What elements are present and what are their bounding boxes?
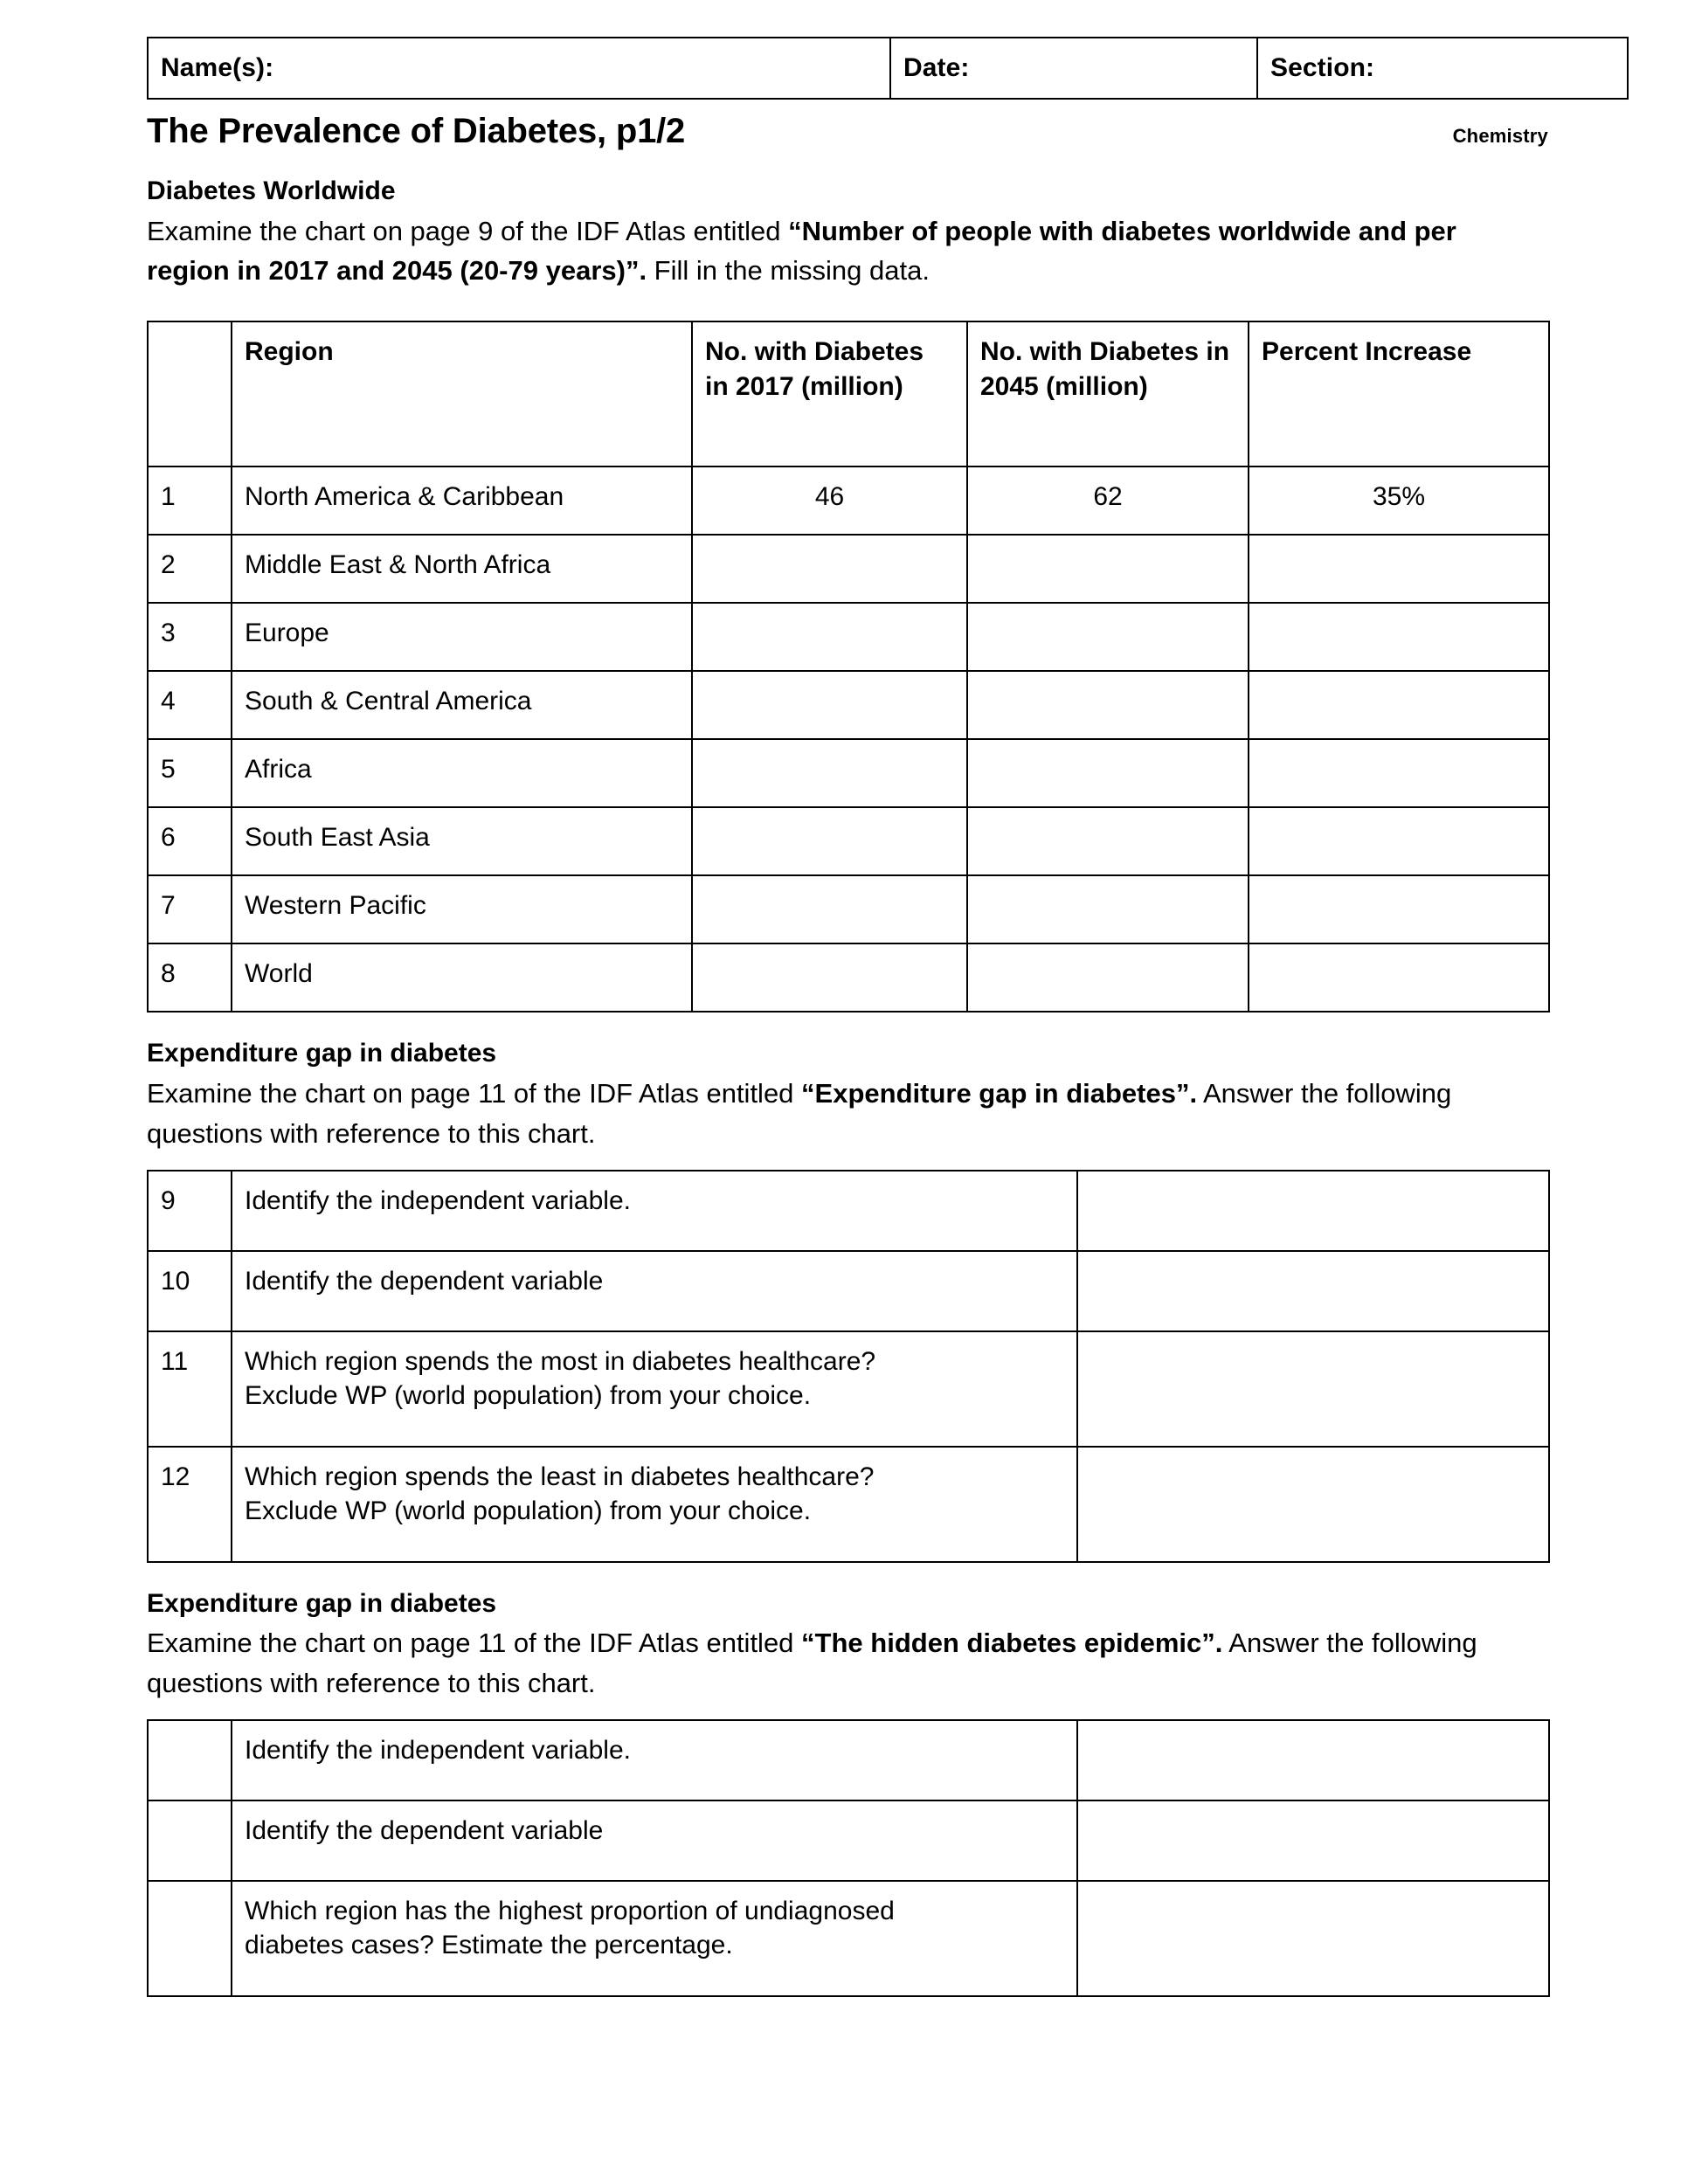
answer-cell-percent[interactable] — [1249, 807, 1549, 875]
answer-cell-2045[interactable] — [967, 943, 1249, 1012]
section-heading-hidden-epidemic: Expenditure gap in diabetes — [147, 1588, 497, 1618]
table-row — [148, 1881, 1549, 1996]
page-content — [147, 37, 1548, 1997]
question-number — [148, 1881, 232, 1996]
row-number: 8 — [148, 943, 232, 1012]
question-text — [232, 1800, 1077, 1881]
answer-cell-2045[interactable] — [967, 671, 1249, 739]
table-row — [148, 1800, 1549, 1881]
table-row — [148, 1171, 1549, 1251]
region-name: World — [232, 943, 692, 1012]
date-field-cell[interactable] — [890, 38, 1257, 99]
answer-cell-percent[interactable] — [1249, 943, 1549, 1012]
question-line-2: Exclude WP (world population) from your choice. — [245, 1496, 812, 1526]
question-line-1: Which region spends the most in diabetes healthcare? — [245, 1346, 876, 1376]
instruction-chart-title: “The hidden diabetes epidemic”. — [801, 1628, 1223, 1658]
answer-cell[interactable] — [1077, 1881, 1549, 1996]
question-line-1: Identify the dependent variable — [245, 1815, 604, 1845]
table-row — [148, 807, 1549, 875]
question-text — [232, 1331, 1077, 1447]
table-row — [148, 739, 1549, 807]
answer-cell-2045[interactable]: 62 — [967, 467, 1249, 535]
section-label: Section: — [1270, 53, 1375, 82]
column-header-diabetes-2045: No. with Diabetes in 2045 (million) — [967, 321, 1249, 467]
question-text — [232, 1251, 1077, 1331]
question-number — [148, 1720, 232, 1800]
instruction-prefix: Examine the chart on page 9 of the IDF Atlas entitled — [147, 215, 789, 246]
region-name: Middle East & North Africa — [232, 535, 692, 603]
table-row — [148, 603, 1549, 671]
question-line-1: Identify the independent variable. — [245, 1185, 631, 1215]
identity-row — [148, 38, 1628, 99]
table-row — [148, 1447, 1549, 1562]
instruction-suffix: Fill in the missing data. — [647, 255, 930, 287]
question-text — [232, 1447, 1077, 1562]
answer-cell-percent[interactable]: 35% — [1249, 467, 1549, 535]
date-label: Date: — [903, 53, 970, 82]
table-row — [148, 1251, 1549, 1331]
subject-label: Chemistry — [1452, 125, 1548, 147]
question-line-1: Which region spends the least in diabetes healthcare? — [245, 1462, 875, 1491]
answer-cell-2017[interactable] — [692, 603, 967, 671]
region-name: South & Central America — [232, 671, 692, 739]
expenditure-gap-questions-table — [147, 1170, 1550, 1563]
student-identity-table — [147, 37, 1629, 100]
answer-cell-percent[interactable] — [1249, 739, 1549, 807]
question-text — [232, 1171, 1077, 1251]
table-row — [148, 467, 1549, 535]
row-number: 4 — [148, 671, 232, 739]
answer-cell-2017[interactable] — [692, 875, 967, 943]
answer-cell-2017[interactable] — [692, 807, 967, 875]
answer-cell-2017[interactable] — [692, 739, 967, 807]
row-number: 3 — [148, 603, 232, 671]
section3-instruction — [147, 1623, 1545, 1704]
answer-cell[interactable] — [1077, 1251, 1549, 1331]
answer-cell-2045[interactable] — [967, 739, 1249, 807]
question-number: 12 — [148, 1447, 232, 1562]
row-number: 6 — [148, 807, 232, 875]
section-field-cell[interactable] — [1257, 38, 1628, 99]
answer-cell[interactable] — [1077, 1171, 1549, 1251]
row-number: 1 — [148, 467, 232, 535]
question-number — [148, 1800, 232, 1881]
instruction-prefix: Examine the chart on page 11 of the IDF Atlas entitled — [147, 1628, 802, 1658]
section-heading-diabetes-worldwide: Diabetes Worldwide — [147, 176, 396, 205]
instruction-suffix: Answer the following questions with reference to this chart. — [147, 1628, 1477, 1698]
answer-cell-2045[interactable] — [967, 875, 1249, 943]
question-text — [232, 1720, 1077, 1800]
column-header-percent-increase: Percent Increase — [1249, 321, 1549, 467]
page-title: The Prevalence of Diabetes, p1/2 — [147, 112, 686, 150]
question-line-2: diabetes cases? Estimate the percentage. — [245, 1931, 733, 1960]
answer-cell-percent[interactable] — [1249, 535, 1549, 603]
answer-cell[interactable] — [1077, 1800, 1549, 1881]
instruction-suffix: Answer the following questions with reference to this chart. — [147, 1077, 1452, 1149]
answer-cell-2017[interactable] — [692, 671, 967, 739]
title-row — [147, 112, 1548, 150]
table-row — [148, 943, 1549, 1012]
region-name: Africa — [232, 739, 692, 807]
instruction-prefix: Examine the chart on page 11 of the IDF Atlas entitled — [147, 1077, 802, 1109]
name-label: Name(s): — [161, 53, 274, 82]
row-number: 2 — [148, 535, 232, 603]
diabetes-worldwide-table — [147, 321, 1550, 1013]
column-header-number — [148, 321, 232, 467]
table-row — [148, 535, 1549, 603]
answer-cell-percent[interactable] — [1249, 603, 1549, 671]
question-number: 10 — [148, 1251, 232, 1331]
table-row — [148, 875, 1549, 943]
question-line-1: Identify the dependent variable — [245, 1266, 604, 1296]
answer-cell-2045[interactable] — [967, 807, 1249, 875]
column-header-region: Region — [232, 321, 692, 467]
question-line-1: Identify the independent variable. — [245, 1735, 631, 1765]
table-row — [148, 1720, 1549, 1800]
row-number: 7 — [148, 875, 232, 943]
answer-cell-2017[interactable] — [692, 943, 967, 1012]
table-row — [148, 671, 1549, 739]
question-line-2: Exclude WP (world population) from your choice. — [245, 1381, 812, 1411]
column-header-diabetes-2017: No. with Diabetes in 2017 (million) — [692, 321, 967, 467]
answer-cell-2045[interactable] — [967, 535, 1249, 603]
section2-instruction — [147, 1074, 1545, 1154]
instruction-chart-title: “Expenditure gap in diabetes”. — [801, 1077, 1198, 1109]
region-name: North America & Caribbean — [232, 467, 692, 535]
section-heading-expenditure-gap: Expenditure gap in diabetes — [147, 1039, 497, 1068]
instruction-chart-title: “Number of people with diabetes worldwide and per region in 2017 and 2045 (20-79 years)”. — [147, 215, 1456, 287]
name-field-cell[interactable] — [148, 38, 890, 99]
answer-cell-2017[interactable] — [692, 535, 967, 603]
row-number: 5 — [148, 739, 232, 807]
region-name: Europe — [232, 603, 692, 671]
question-number: 9 — [148, 1171, 232, 1251]
answer-cell[interactable] — [1077, 1447, 1549, 1562]
answer-cell[interactable] — [1077, 1720, 1549, 1800]
answer-cell-percent[interactable] — [1249, 671, 1549, 739]
region-name: Western Pacific — [232, 875, 692, 943]
question-number: 11 — [148, 1331, 232, 1447]
answer-cell-2045[interactable] — [967, 603, 1249, 671]
hidden-epidemic-questions-table — [147, 1719, 1550, 1997]
question-line-1: Which region has the highest proportion of undiagnosed — [245, 1896, 895, 1925]
table-header-row — [148, 321, 1549, 467]
table-row — [148, 1331, 1549, 1447]
answer-cell[interactable] — [1077, 1331, 1549, 1447]
answer-cell-2017[interactable]: 46 — [692, 467, 967, 535]
section1-instruction — [147, 211, 1545, 292]
question-text — [232, 1881, 1077, 1996]
region-name: South East Asia — [232, 807, 692, 875]
answer-cell-percent[interactable] — [1249, 875, 1549, 943]
